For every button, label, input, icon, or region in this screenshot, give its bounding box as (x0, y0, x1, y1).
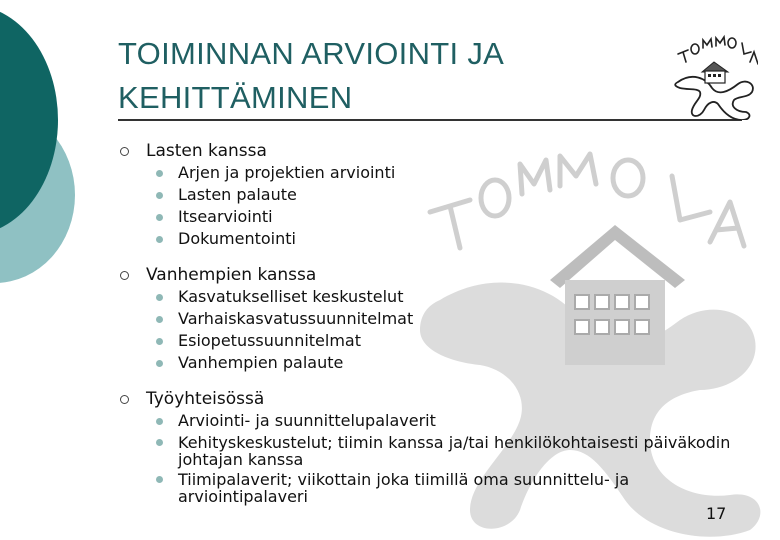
dot-bullet-icon (156, 316, 163, 323)
dot-bullet-icon (156, 360, 163, 367)
decorative-circles (0, 0, 90, 300)
dot-bullet-icon (156, 439, 163, 446)
dot-bullet-icon (156, 192, 163, 199)
slide-content (118, 140, 758, 519)
list-item: Lasten palaute (146, 184, 758, 206)
dot-bullet-icon (156, 214, 163, 221)
dot-bullet-icon (156, 476, 163, 483)
list-item: Itsearviointi (146, 206, 758, 228)
list-item: Arviointi- ja suunnittelupalaverit (146, 410, 758, 432)
list-item: Kehityskeskustelut; tiimin kanssa ja/tai henkilökohtaisesti päiväkodin johtajan kanssa (146, 434, 758, 468)
title-line-1: TOIMINNAN ARVIOINTI JA (118, 36, 505, 71)
title-line-2: KEHITTÄMINEN (118, 80, 353, 115)
section-vanhempien-kanssa (118, 264, 758, 374)
section-heading: Lasten kanssa (146, 140, 758, 162)
list-item: Esiopetussuunnitelmat (146, 330, 758, 352)
page-number: 17 (706, 504, 727, 523)
section-heading: Työyhteisössä (146, 388, 758, 410)
dot-bullet-icon (156, 338, 163, 345)
slide-title (118, 32, 638, 120)
section-heading: Vanhempien kanssa (146, 264, 758, 286)
dot-bullet-icon (156, 170, 163, 177)
section-tyoyhteisossa (118, 388, 758, 505)
ring-bullet-icon (120, 395, 129, 404)
dot-bullet-icon (156, 418, 163, 425)
ring-bullet-icon (120, 147, 129, 156)
list-item: Tiimipalaverit; viikottain joka tiimillä oma suunnittelu- ja arviointipalaveri (146, 471, 758, 505)
ring-bullet-icon (120, 271, 129, 280)
title-divider (118, 119, 742, 121)
list-item: Varhaiskasvatussuunnitelmat (146, 308, 758, 330)
dot-bullet-icon (156, 236, 163, 243)
list-item: Dokumentointi (146, 228, 758, 250)
list-item: Vanhempien palaute (146, 352, 758, 374)
tommola-logo (672, 34, 758, 120)
section-lasten-kanssa (118, 140, 758, 250)
list-item: Arjen ja projektien arviointi (146, 162, 758, 184)
list-item: Kasvatukselliset keskustelut (146, 286, 758, 308)
dot-bullet-icon (156, 294, 163, 301)
